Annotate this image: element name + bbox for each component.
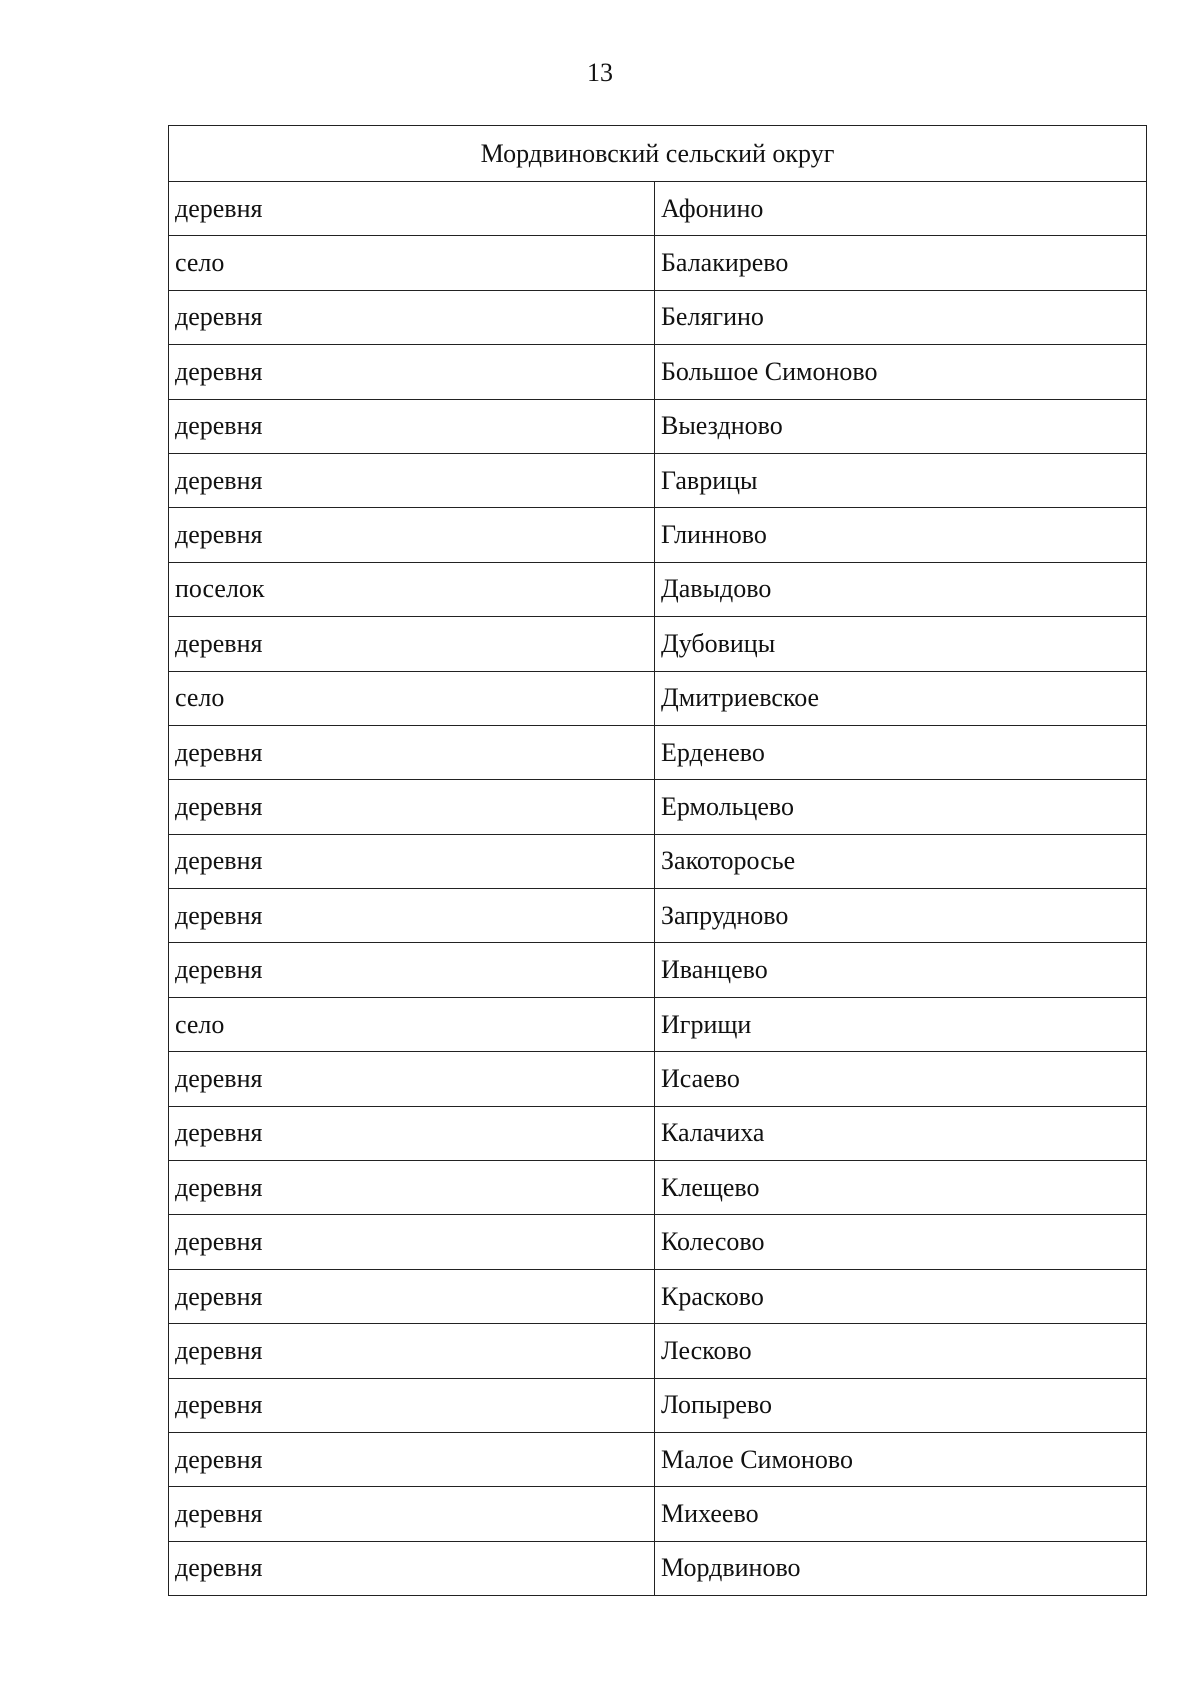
table-row xyxy=(169,1324,1147,1378)
settlement-type-cell: деревня xyxy=(169,1269,655,1323)
settlement-name-cell: Исаево xyxy=(655,1052,1147,1106)
settlement-type-cell: деревня xyxy=(169,1106,655,1160)
table-row xyxy=(169,453,1147,507)
settlement-name-cell: Михеево xyxy=(655,1487,1147,1541)
settlement-name-cell: Клещево xyxy=(655,1161,1147,1215)
settlement-name-cell: Закоторосье xyxy=(655,834,1147,888)
settlement-type-cell: деревня xyxy=(169,399,655,453)
settlement-name-cell: Иванцево xyxy=(655,943,1147,997)
table-row xyxy=(169,1052,1147,1106)
table-row xyxy=(169,889,1147,943)
settlement-name-cell: Афонино xyxy=(655,182,1147,236)
settlement-type-cell: деревня xyxy=(169,290,655,344)
table-row xyxy=(169,236,1147,290)
district-heading: Мордвиновский сельский округ xyxy=(169,126,1147,182)
settlement-type-cell: деревня xyxy=(169,834,655,888)
settlement-type-cell: деревня xyxy=(169,1432,655,1486)
settlement-name-cell: Колесово xyxy=(655,1215,1147,1269)
table-row xyxy=(169,1487,1147,1541)
settlement-name-cell: Лесково xyxy=(655,1324,1147,1378)
settlement-type-cell: деревня xyxy=(169,345,655,399)
settlement-type-cell: деревня xyxy=(169,780,655,834)
table-row xyxy=(169,1432,1147,1486)
table-row xyxy=(169,1541,1147,1595)
settlement-name-cell: Большое Симоново xyxy=(655,345,1147,399)
table-row xyxy=(169,834,1147,888)
table-row xyxy=(169,1106,1147,1160)
settlement-type-cell: деревня xyxy=(169,889,655,943)
settlement-type-cell: деревня xyxy=(169,1541,655,1595)
table-heading-row xyxy=(169,126,1147,182)
settlement-type-cell: поселок xyxy=(169,562,655,616)
settlement-type-cell: деревня xyxy=(169,943,655,997)
table-row xyxy=(169,780,1147,834)
settlement-name-cell: Мордвиново xyxy=(655,1541,1147,1595)
table-row xyxy=(169,1161,1147,1215)
settlement-type-cell: деревня xyxy=(169,1378,655,1432)
settlement-type-cell: деревня xyxy=(169,182,655,236)
settlement-name-cell: Гаврицы xyxy=(655,453,1147,507)
settlement-type-cell: деревня xyxy=(169,1324,655,1378)
settlement-type-cell: деревня xyxy=(169,508,655,562)
settlement-type-cell: деревня xyxy=(169,1215,655,1269)
settlement-name-cell: Калачиха xyxy=(655,1106,1147,1160)
table-row xyxy=(169,1378,1147,1432)
settlement-name-cell: Выездново xyxy=(655,399,1147,453)
settlement-type-cell: деревня xyxy=(169,617,655,671)
settlement-type-cell: село xyxy=(169,671,655,725)
settlement-type-cell: деревня xyxy=(169,1487,655,1541)
table-row xyxy=(169,182,1147,236)
table-row xyxy=(169,345,1147,399)
settlement-name-cell: Белягино xyxy=(655,290,1147,344)
settlement-name-cell: Дубовицы xyxy=(655,617,1147,671)
table-row xyxy=(169,997,1147,1051)
settlement-name-cell: Ерденево xyxy=(655,725,1147,779)
settlement-name-cell: Давыдово xyxy=(655,562,1147,616)
settlement-type-cell: село xyxy=(169,997,655,1051)
settlement-type-cell: деревня xyxy=(169,1052,655,1106)
settlement-type-cell: деревня xyxy=(169,453,655,507)
table-row xyxy=(169,671,1147,725)
settlement-type-cell: село xyxy=(169,236,655,290)
settlement-name-cell: Ермольцево xyxy=(655,780,1147,834)
table-row xyxy=(169,562,1147,616)
table-body xyxy=(169,182,1147,1596)
table-row xyxy=(169,1215,1147,1269)
table-row xyxy=(169,508,1147,562)
table-row xyxy=(169,1269,1147,1323)
settlement-name-cell: Игрищи xyxy=(655,997,1147,1051)
settlement-name-cell: Балакирево xyxy=(655,236,1147,290)
table-row xyxy=(169,290,1147,344)
settlement-type-cell: деревня xyxy=(169,1161,655,1215)
settlement-name-cell: Малое Симоново xyxy=(655,1432,1147,1486)
settlement-name-cell: Дмитриевское xyxy=(655,671,1147,725)
table-row xyxy=(169,617,1147,671)
settlement-name-cell: Лопырево xyxy=(655,1378,1147,1432)
table-row xyxy=(169,725,1147,779)
page-number: 13 xyxy=(587,58,613,87)
settlement-name-cell: Красково xyxy=(655,1269,1147,1323)
settlement-type-cell: деревня xyxy=(169,725,655,779)
settlement-name-cell: Глинново xyxy=(655,508,1147,562)
table-row xyxy=(169,943,1147,997)
settlements-table xyxy=(168,125,1147,1596)
table-row xyxy=(169,399,1147,453)
settlement-name-cell: Запрудново xyxy=(655,889,1147,943)
